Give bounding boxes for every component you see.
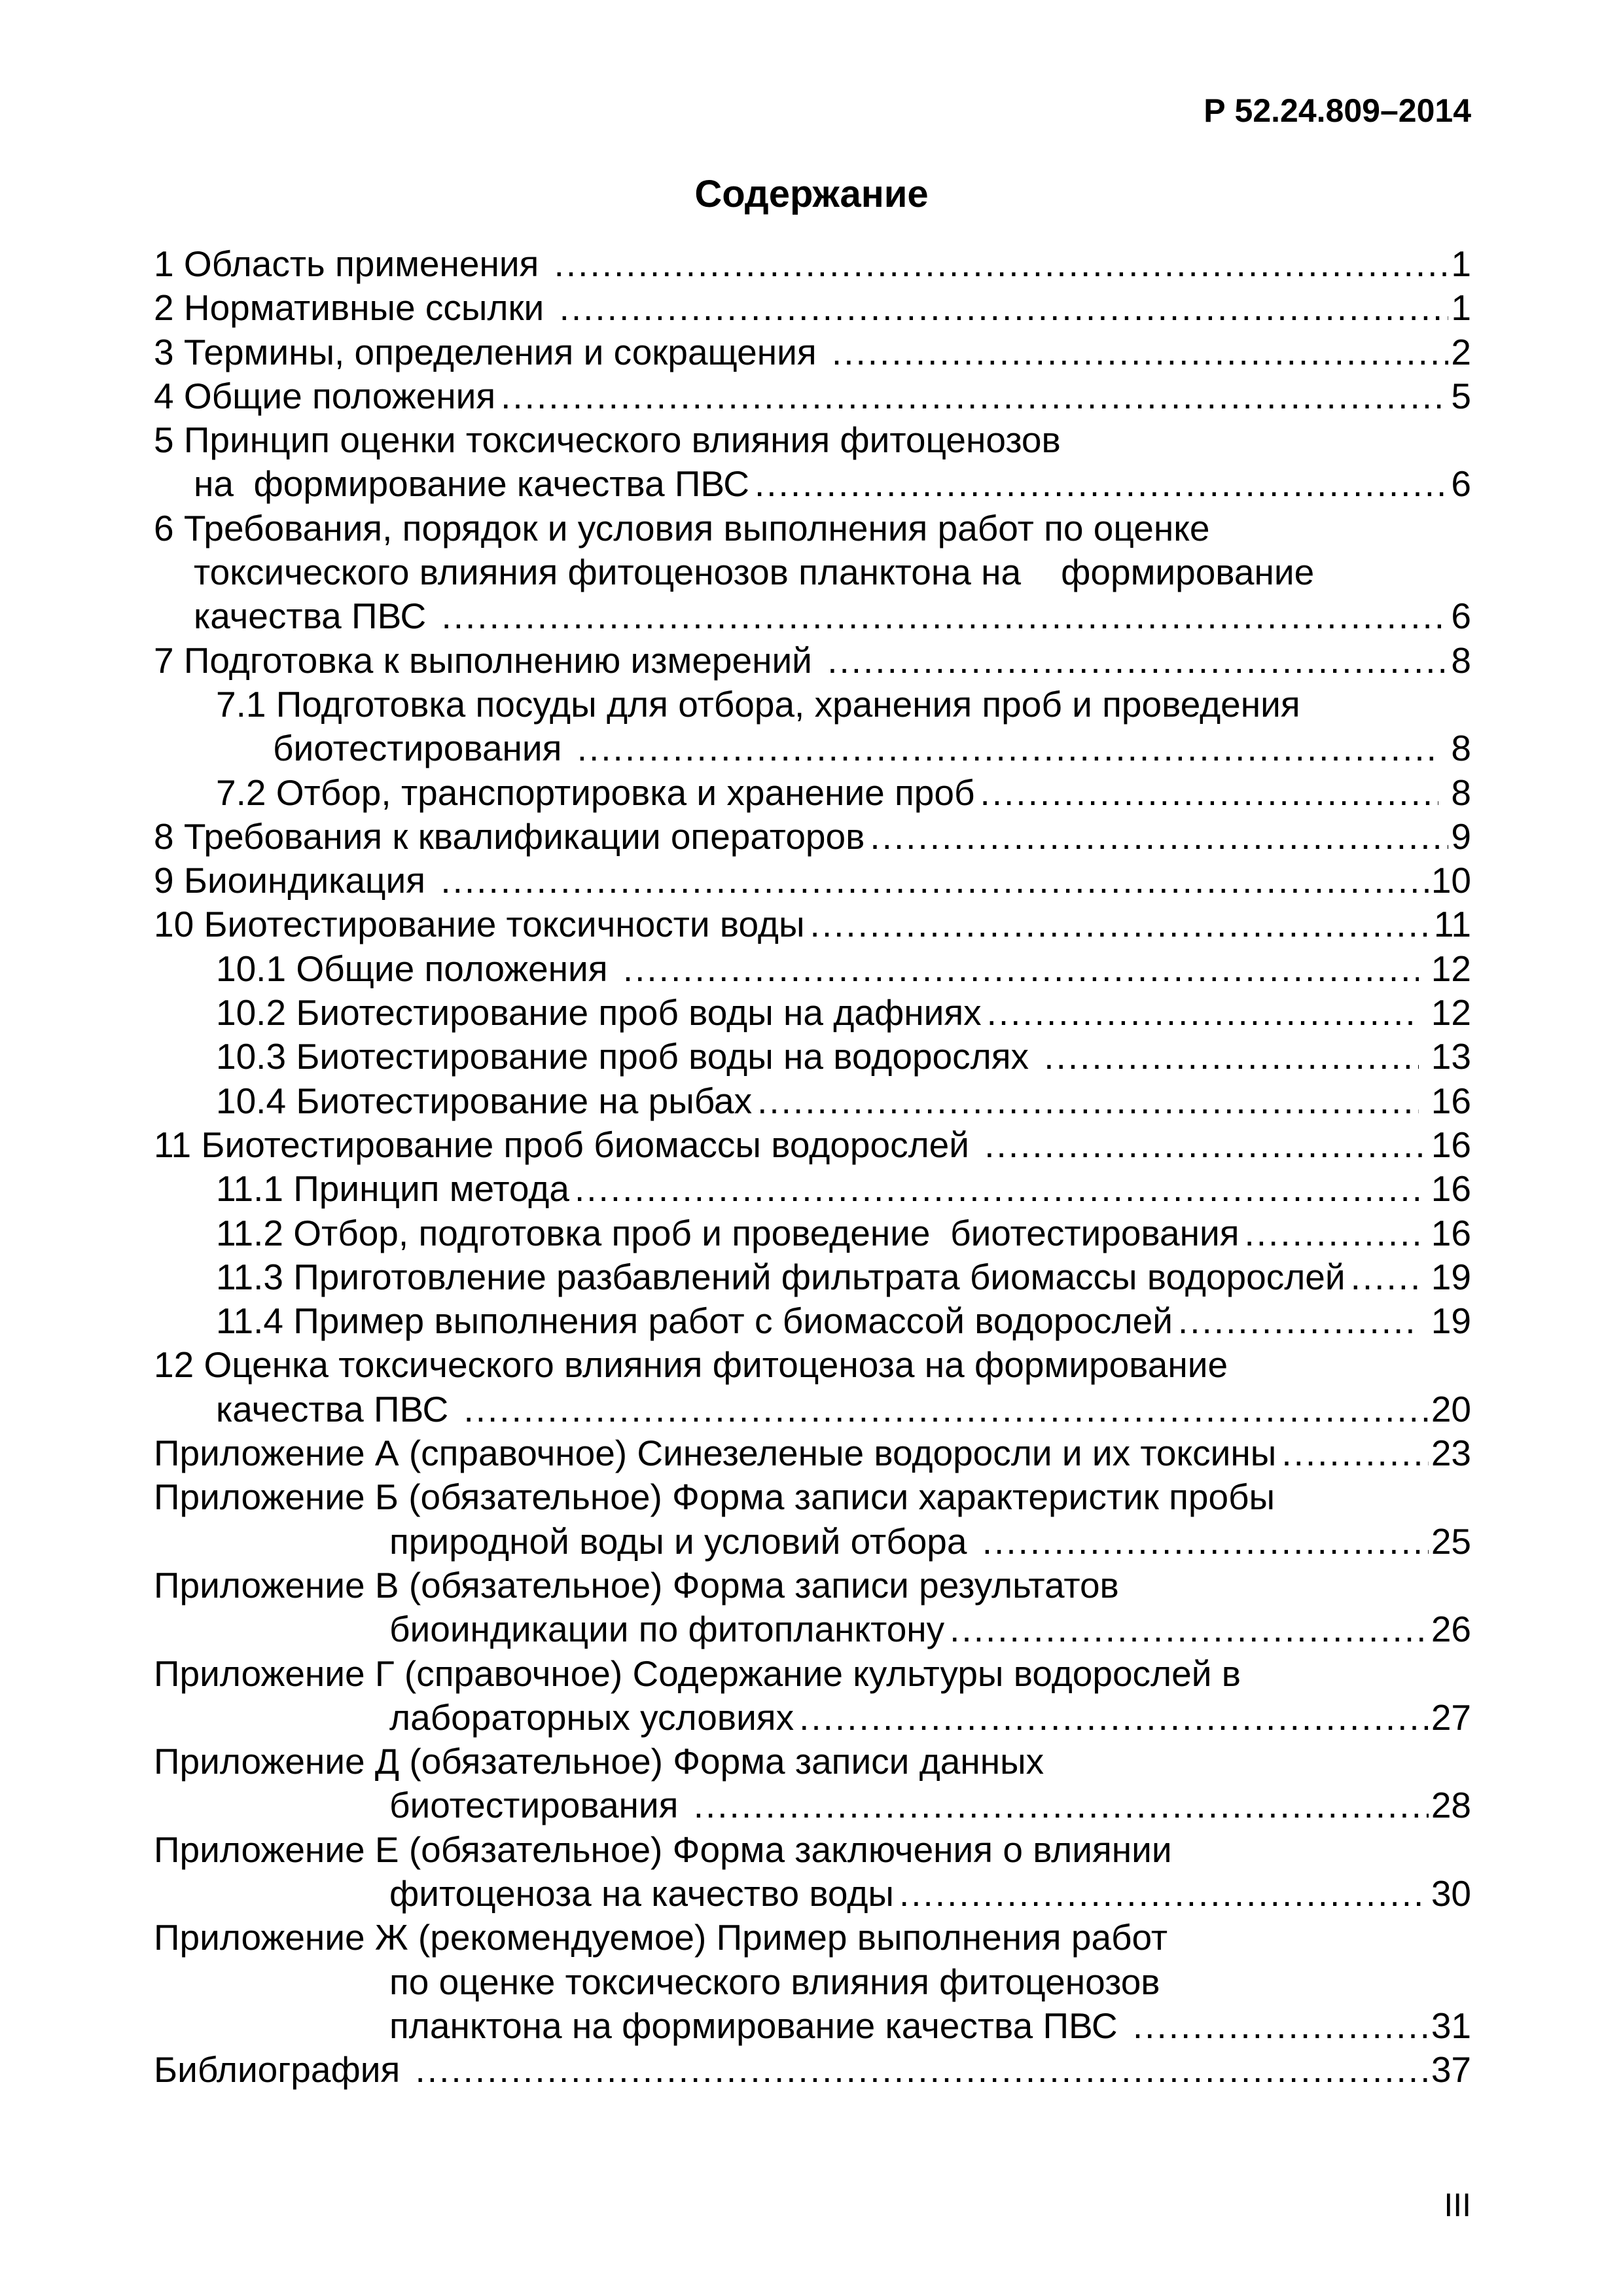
toc-page-number: 23: [1431, 1433, 1471, 1474]
toc-page-number: 25: [1431, 1520, 1471, 1562]
toc-entry-title: 11.2 Отбор, подготовка проб и проведение биотестирования: [216, 1212, 1240, 1253]
toc-entry-title: 4 Общие положения: [154, 375, 496, 416]
toc-line: [154, 859, 1471, 903]
toc-line: [154, 771, 1471, 815]
toc-entry-title: биоиндикации по фитопланктону: [389, 1609, 945, 1650]
toc-entry: [154, 683, 1471, 771]
dot-leader: [1044, 1035, 1418, 1079]
dot-leader: [560, 286, 1449, 330]
dot-leader: [440, 859, 1428, 903]
toc-entry: [154, 947, 1471, 991]
toc-line: [154, 507, 1471, 550]
toc-entry-title: по оценке токсического влияния фитоценозов: [389, 1961, 1160, 2002]
toc-page-number: 10: [1431, 860, 1471, 901]
dot-leader: [987, 991, 1419, 1035]
document-code: Р 52.24.809–2014: [1204, 92, 1471, 129]
toc-entry-title: 11 Биотестирование проб биомассы водорослей: [154, 1124, 980, 1165]
toc-line: [154, 242, 1471, 286]
toc-page-number: 20: [1431, 1388, 1471, 1429]
toc-line: [154, 1960, 1471, 2004]
dot-leader: [416, 2048, 1429, 2092]
toc-entry: [154, 1255, 1471, 1299]
toc-entry-title: 12 Оценка токсического влияния фитоценоза на формирование: [154, 1344, 1228, 1386]
toc-page-number: 37: [1431, 2049, 1471, 2090]
toc-entry-title: Приложение В (обязательное) Форма записи результатов: [154, 1564, 1119, 1605]
toc-entry: [154, 418, 1471, 507]
toc-page-number: 26: [1431, 1609, 1471, 1650]
dot-leader: [984, 1123, 1429, 1167]
toc-page-number: 1: [1451, 287, 1471, 329]
toc-entry-title: 10 Биотестирование токсичности воды: [154, 904, 805, 945]
toc-entry-title: 11.3 Приготовление разбавлений фильтрата биомассы водорослей: [216, 1256, 1346, 1297]
dot-leader: [1178, 1299, 1419, 1343]
toc-entry-title: фитоценоза на качество воды: [389, 1873, 894, 1914]
toc-entry-title: 7.1 Подготовка посуды для отбора, хранения проб и проведения: [216, 683, 1300, 725]
toc-entry-title: 7.2 Отбор, транспортировка и хранение проб: [216, 772, 975, 813]
toc-entry: [154, 859, 1471, 903]
toc-page-number: 1: [1451, 243, 1471, 284]
toc-page-number: 27: [1431, 1696, 1471, 1738]
dot-leader: [755, 462, 1448, 506]
toc-page-number: 8: [1441, 772, 1471, 813]
toc-entry-title: 10.3 Биотестирование проб воды на водорослях: [216, 1036, 1039, 1077]
toc-entry: [154, 1431, 1471, 1475]
dot-leader: [501, 374, 1448, 418]
toc-page-number: 6: [1451, 463, 1471, 505]
toc-entry-title: 9 Биоиндикация: [154, 860, 436, 901]
toc-line: [154, 1564, 1471, 1607]
toc-page-number: 6: [1451, 596, 1471, 637]
toc-entry-title: на формирование качества ПВС: [194, 463, 749, 505]
page-number: III: [1444, 2187, 1471, 2223]
dot-leader: [980, 771, 1438, 815]
toc-line: [154, 1211, 1471, 1255]
toc-entry-title: планктона на формирование качества ПВС: [389, 2005, 1128, 2046]
toc-line: [154, 1343, 1471, 1387]
toc-line: [154, 462, 1471, 506]
dot-leader: [950, 1607, 1429, 1651]
toc-entry-title: 11.1 Принцип метода: [216, 1168, 569, 1210]
toc-page-number: 19: [1421, 1300, 1471, 1342]
toc-entry-title: природной воды и условий отбора: [389, 1520, 977, 1562]
toc-line: [154, 1167, 1471, 1211]
toc-page-number: 16: [1421, 1168, 1471, 1210]
toc-line: [154, 947, 1471, 991]
toc-entry: [154, 1079, 1471, 1123]
toc-page-number: 31: [1431, 2005, 1471, 2046]
toc-line: [154, 374, 1471, 418]
dot-leader: [1133, 2004, 1429, 2048]
toc-line: [154, 903, 1471, 946]
toc-entry-title: 2 Нормативные ссылки: [154, 287, 554, 329]
toc-entry-title: Приложение Б (обязательное) Форма записи характеристик пробы: [154, 1477, 1275, 1518]
dot-leader: [554, 242, 1449, 286]
toc-entry: [154, 507, 1471, 639]
toc-line: [154, 1828, 1471, 1872]
toc-entry-title: качества ПВС: [194, 596, 437, 637]
toc-line: [154, 286, 1471, 330]
toc-page-number: 8: [1451, 639, 1471, 681]
dot-leader: [441, 594, 1448, 638]
toc-entry: [154, 1652, 1471, 1740]
toc-page-number: 30: [1431, 1873, 1471, 1914]
dot-leader: [799, 1696, 1429, 1740]
toc-page-number: 16: [1431, 1124, 1471, 1165]
toc-entry-title: Приложение Ж (рекомендуемое) Пример выполнения работ: [154, 1917, 1168, 1958]
toc-page-number: 28: [1431, 1785, 1471, 1826]
toc-line: [154, 991, 1471, 1035]
toc-entry-title: Приложение А (справочное) Синезеленые водоросли и их токсины: [154, 1433, 1277, 1474]
toc-line: [154, 639, 1471, 683]
toc-entry: [154, 639, 1471, 683]
toc-entry-title: Приложение Г (справочное) Содержание культуры водорослей в: [154, 1653, 1241, 1694]
toc-entry-title: 10.1 Общие положения: [216, 948, 618, 989]
toc-line: [154, 1388, 1471, 1431]
toc-page-number: 5: [1451, 375, 1471, 416]
toc-entry: [154, 1564, 1471, 1652]
toc-entry-title: биотестирования: [389, 1785, 688, 1826]
toc-page-number: 8: [1441, 728, 1471, 769]
toc-line: [154, 331, 1471, 374]
toc-entry: [154, 903, 1471, 946]
toc-entry: [154, 771, 1471, 815]
toc-line: [154, 1784, 1471, 1827]
toc-entry: [154, 331, 1471, 374]
toc-entry-title: Библиография: [154, 2049, 410, 2090]
toc-entry-title: 10.2 Биотестирование проб воды на дафниях: [216, 992, 982, 1033]
toc-line: [154, 550, 1471, 594]
toc-page-number: 11: [1433, 904, 1471, 945]
toc-entry-title: Приложение Е (обязательное) Форма заключения о влиянии: [154, 1829, 1172, 1870]
dot-leader: [1281, 1431, 1429, 1475]
dot-leader: [899, 1872, 1429, 1916]
toc-entry: [154, 2048, 1471, 2092]
toc-entry-title: Приложение Д (обязательное) Форма записи данных: [154, 1741, 1044, 1782]
toc-entry: [154, 1828, 1471, 1916]
dot-leader: [1245, 1211, 1419, 1255]
toc-line: [154, 2048, 1471, 2092]
toc-line: [154, 1652, 1471, 1696]
toc-entry-title: лабораторных условиях: [389, 1696, 794, 1738]
toc-line: [154, 815, 1471, 859]
toc-entry-title: токсического влияния фитоценозов планктона на формирование: [194, 552, 1315, 593]
dot-leader: [832, 331, 1448, 374]
toc-entry-title: 8 Требования к квалификации операторов: [154, 816, 865, 857]
dot-leader: [810, 903, 1431, 946]
toc-line: [154, 1123, 1471, 1167]
toc-page-number: 12: [1421, 948, 1471, 989]
toc-line: [154, 1696, 1471, 1740]
toc-line: [154, 1520, 1471, 1564]
toc-line: [154, 683, 1471, 726]
toc-page-number: 9: [1451, 816, 1471, 857]
toc-entry-title: 11.4 Пример выполнения работ с биомассой водорослей: [216, 1300, 1173, 1342]
toc-line: [154, 418, 1471, 462]
toc-line: [154, 1872, 1471, 1916]
toc-page-number: 16: [1421, 1080, 1471, 1121]
dot-leader: [757, 1079, 1418, 1123]
toc-line: [154, 1475, 1471, 1519]
toc-entry: [154, 1123, 1471, 1167]
toc-entry: [154, 1211, 1471, 1255]
toc-entry-title: 3 Термины, определения и сокращения: [154, 331, 827, 372]
table-of-contents: [154, 242, 1471, 2092]
dot-leader: [577, 726, 1438, 770]
dot-leader: [575, 1167, 1419, 1211]
dot-leader: [463, 1388, 1428, 1431]
toc-entry: [154, 815, 1471, 859]
toc-line: [154, 726, 1471, 770]
toc-entry: [154, 374, 1471, 418]
dot-leader: [982, 1520, 1429, 1564]
toc-line: [154, 1299, 1471, 1343]
toc-entry-title: 1 Область применения: [154, 243, 549, 284]
toc-line: [154, 1079, 1471, 1123]
toc-entry-title: 6 Требования, порядок и условия выполнения работ по оценке: [154, 507, 1210, 548]
dot-leader: [870, 815, 1448, 859]
page-title: Содержание: [694, 173, 929, 215]
toc-entry: [154, 286, 1471, 330]
toc-line: [154, 1255, 1471, 1299]
toc-entry: [154, 1740, 1471, 1828]
toc-page-number: 12: [1421, 992, 1471, 1033]
toc-line: [154, 2004, 1471, 2048]
dot-leader: [623, 947, 1419, 991]
toc-entry-title: 10.4 Биотестирование на рыбах: [216, 1080, 753, 1121]
toc-line: [154, 1740, 1471, 1784]
toc-entry: [154, 242, 1471, 286]
toc-entry-title: 5 Принцип оценки токсического влияния фитоценозов: [154, 420, 1061, 461]
toc-entry-title: 7 Подготовка к выполнению измерений: [154, 639, 823, 681]
toc-entry: [154, 991, 1471, 1035]
toc-entry: [154, 1167, 1471, 1211]
dot-leader: [1351, 1255, 1419, 1299]
toc-line: [154, 1431, 1471, 1475]
toc-entry: [154, 1343, 1471, 1431]
toc-entry-title: биотестирования: [273, 728, 572, 769]
toc-line: [154, 1035, 1471, 1079]
toc-entry-title: качества ПВС: [216, 1388, 459, 1429]
dot-leader: [827, 639, 1448, 683]
dot-leader: [694, 1784, 1429, 1827]
toc-line: [154, 1916, 1471, 1960]
toc-page-number: 19: [1421, 1256, 1471, 1297]
toc-line: [154, 594, 1471, 638]
toc-entry: [154, 1299, 1471, 1343]
toc-entry: [154, 1035, 1471, 1079]
toc-page-number: 2: [1451, 331, 1471, 372]
toc-line: [154, 1607, 1471, 1651]
toc-entry: [154, 1916, 1471, 2048]
toc-page-number: 16: [1421, 1212, 1471, 1253]
toc-entry: [154, 1475, 1471, 1564]
toc-page-number: 13: [1421, 1036, 1471, 1077]
